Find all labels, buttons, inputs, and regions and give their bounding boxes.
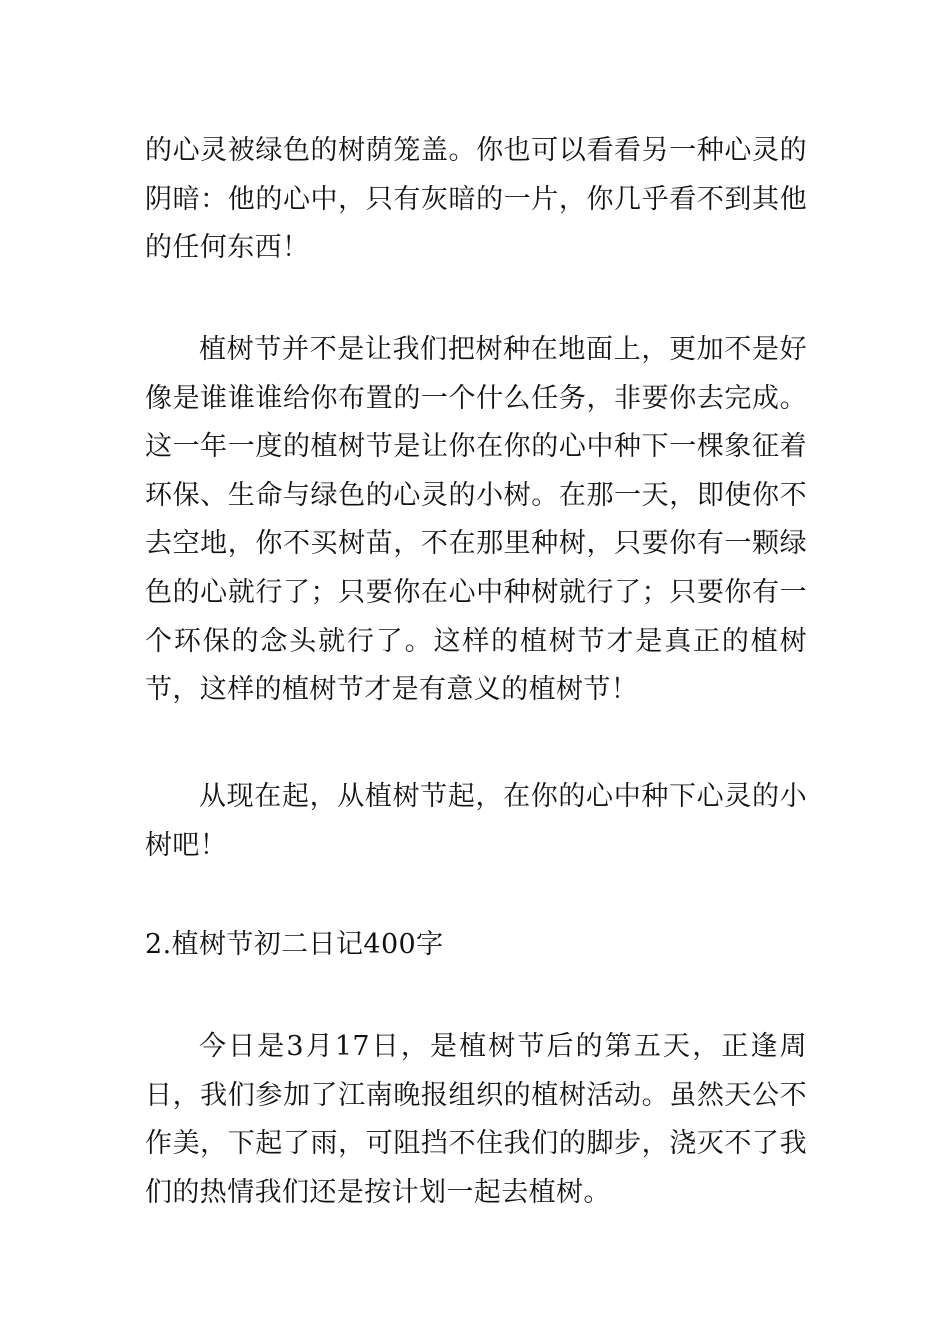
section-heading: 2.植树节初二日记400字 <box>145 929 444 960</box>
paragraph-plant-tree-in-heart: 从现在起，从植树节起，在你的心中种下心灵的小树吧！ <box>145 781 807 861</box>
paragraph-tree-planting-meaning: 植树节并不是让我们把树种在地面上，更加不是好像是谁谁谁给你布置的一个什么任务，非要你去完成。这一年一度的植树节是让你在你的心中种下一棵象征着环保、生命与绿色的心灵的小树。在那一天，即使你不去空地，你不买树苗，不在那里种树，只要你有一颗绿色的心就行了；只要你在心中种树就行了；只要你有一个环保的念头就行了。这样的植树节才是真正的植树节，这样的植树节才是有意义的植树节！ <box>145 334 807 706</box>
paragraph-continuation: 的心灵被绿色的树荫笼盖。你也可以看看另一种心灵的阴暗：他的心中，只有灰暗的一片，你几乎看不到其他的任何东西！ <box>145 135 807 264</box>
paragraph-diary-entry: 今日是3月17日，是植树节后的第五天，正逢周日，我们参加了江南晚报组织的植树活动。虽然天公不作美，下起了雨，可阻挡不住我们的脚步，浇灭不了我们的热情我们还是按计划一起去植树。 <box>145 1031 807 1208</box>
